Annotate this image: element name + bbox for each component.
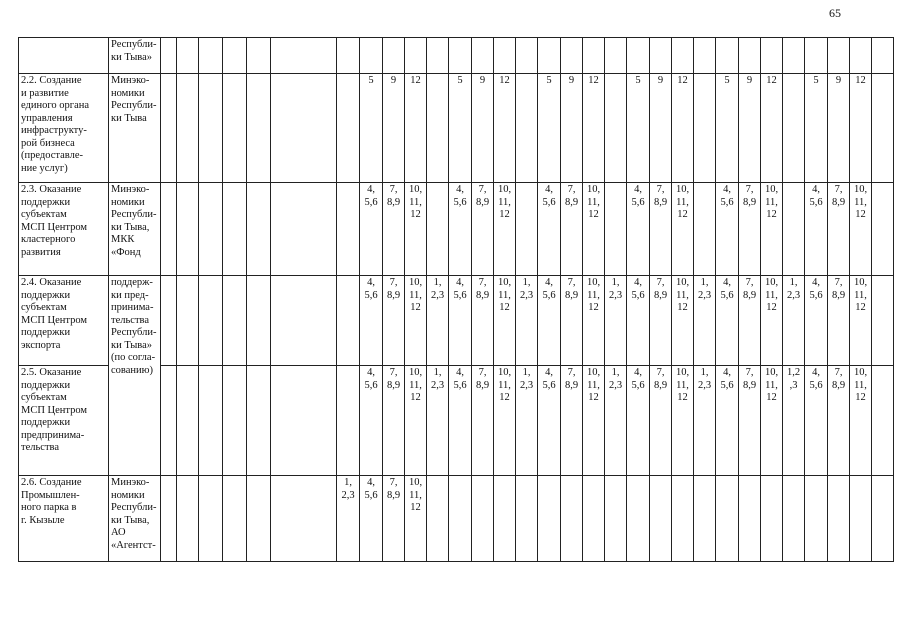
month-cell: [472, 476, 494, 562]
month-cell: [494, 38, 516, 74]
month-cell: 9: [561, 74, 583, 183]
month-cell: 10, 11, 12: [761, 183, 783, 276]
month-cell: [177, 476, 199, 562]
month-cell: 4, 5,6: [716, 366, 739, 476]
month-cell: [223, 183, 247, 276]
month-cell: 7, 8,9: [828, 276, 850, 366]
month-cell: [427, 476, 449, 562]
month-cell: 4, 5,6: [360, 366, 383, 476]
month-cell: [383, 38, 405, 74]
month-cell: [223, 366, 247, 476]
table-row: [19, 476, 894, 562]
month-cell: 7, 8,9: [561, 183, 583, 276]
month-cell: 7, 8,9: [739, 183, 761, 276]
month-cell: 1,2 ,3: [783, 366, 805, 476]
executor-cell: Республи- ки Тыва»: [109, 38, 161, 74]
month-cell: 7, 8,9: [383, 476, 405, 562]
month-cell: [161, 366, 177, 476]
month-cell: 7, 8,9: [650, 366, 672, 476]
month-cell: [337, 276, 360, 366]
month-cell: [739, 38, 761, 74]
month-cell: [161, 183, 177, 276]
month-cell: [583, 476, 605, 562]
executor-cell: Минэко- номики Республи- ки Тыва, МКК «Фонд: [109, 183, 161, 276]
month-cell: 4, 5,6: [538, 183, 561, 276]
month-cell: [177, 38, 199, 74]
activity-title: [19, 38, 109, 74]
month-cell: [247, 38, 271, 74]
month-cell: [223, 74, 247, 183]
month-cell: [223, 476, 247, 562]
table-row: [19, 276, 894, 366]
month-cell: [739, 476, 761, 562]
month-cell: [271, 366, 337, 476]
month-cell: [694, 38, 716, 74]
month-cell: 5: [627, 74, 650, 183]
month-cell: [783, 38, 805, 74]
month-cell: [271, 476, 337, 562]
month-cell: 4, 5,6: [805, 183, 828, 276]
month-cell: 12: [761, 74, 783, 183]
month-cell: [694, 183, 716, 276]
month-cell: [247, 183, 271, 276]
month-cell: 10, 11, 12: [583, 276, 605, 366]
page-number: 65: [829, 6, 841, 20]
month-cell: 1, 2,3: [427, 366, 449, 476]
month-cell: [177, 366, 199, 476]
executor-cell: Минэко- номики Республи- ки Тыва: [109, 74, 161, 183]
month-cell: 4, 5,6: [449, 366, 472, 476]
month-cell: [783, 476, 805, 562]
month-cell: [271, 38, 337, 74]
month-cell: [627, 476, 650, 562]
month-cell: 7, 8,9: [472, 366, 494, 476]
month-cell: 10, 11, 12: [405, 276, 427, 366]
month-cell: 9: [650, 74, 672, 183]
month-cell: [199, 366, 223, 476]
table-row: [19, 74, 894, 183]
month-cell: [449, 476, 472, 562]
month-cell: [872, 38, 894, 74]
month-cell: [561, 38, 583, 74]
month-cell: 7, 8,9: [739, 276, 761, 366]
month-cell: 1, 2,3: [694, 276, 716, 366]
month-cell: [223, 38, 247, 74]
month-cell: 12: [850, 74, 872, 183]
month-cell: [694, 476, 716, 562]
month-cell: 10, 11, 12: [761, 276, 783, 366]
month-cell: [672, 38, 694, 74]
month-cell: 1, 2,3: [783, 276, 805, 366]
month-cell: [449, 38, 472, 74]
month-cell: 4, 5,6: [449, 183, 472, 276]
month-cell: 10, 11, 12: [672, 183, 694, 276]
month-cell: [516, 38, 538, 74]
month-cell: 4, 5,6: [627, 276, 650, 366]
month-cell: [177, 74, 199, 183]
month-cell: 4, 5,6: [627, 366, 650, 476]
month-cell: [161, 74, 177, 183]
month-cell: [427, 183, 449, 276]
month-cell: 9: [383, 74, 405, 183]
month-cell: [161, 476, 177, 562]
month-cell: [360, 38, 383, 74]
month-cell: [872, 476, 894, 562]
month-cell: [627, 38, 650, 74]
month-cell: 10, 11, 12: [583, 366, 605, 476]
month-cell: [427, 38, 449, 74]
month-cell: [472, 38, 494, 74]
month-cell: [828, 38, 850, 74]
month-cell: [271, 183, 337, 276]
month-cell: 4, 5,6: [449, 276, 472, 366]
month-cell: 5: [805, 74, 828, 183]
month-cell: [538, 38, 561, 74]
month-cell: 4, 5,6: [538, 366, 561, 476]
activity-title: 2.4. Оказание поддержки субъектам МСП Центром поддержки экспорта: [19, 276, 109, 366]
month-cell: 10, 11, 12: [850, 366, 872, 476]
month-cell: [605, 183, 627, 276]
month-cell: [783, 74, 805, 183]
month-cell: [761, 38, 783, 74]
activity-title: 2.3. Оказание поддержки субъектам МСП Центром кластерного развития: [19, 183, 109, 276]
month-cell: 9: [739, 74, 761, 183]
month-cell: 9: [828, 74, 850, 183]
month-cell: [161, 38, 177, 74]
month-cell: [494, 476, 516, 562]
month-cell: [805, 476, 828, 562]
month-cell: 10, 11, 12: [405, 476, 427, 562]
activity-title: 2.5. Оказание поддержки субъектам МСП Центром поддержки предпринима- тельства: [19, 366, 109, 476]
month-cell: [872, 74, 894, 183]
month-cell: 7, 8,9: [650, 276, 672, 366]
month-cell: [694, 74, 716, 183]
month-cell: 4, 5,6: [805, 366, 828, 476]
table-row: [19, 38, 894, 74]
month-cell: 7, 8,9: [472, 276, 494, 366]
month-cell: [199, 38, 223, 74]
month-cell: 10, 11, 12: [672, 366, 694, 476]
month-cell: 10, 11, 12: [494, 366, 516, 476]
month-cell: 5: [449, 74, 472, 183]
month-cell: 1, 2,3: [694, 366, 716, 476]
month-cell: 1, 2,3: [605, 276, 627, 366]
month-cell: [337, 366, 360, 476]
month-cell: [199, 74, 223, 183]
month-cell: [805, 38, 828, 74]
month-cell: [716, 476, 739, 562]
month-cell: 7, 8,9: [828, 183, 850, 276]
month-cell: 10, 11, 12: [850, 183, 872, 276]
month-cell: 7, 8,9: [828, 366, 850, 476]
month-cell: [561, 476, 583, 562]
month-cell: [605, 476, 627, 562]
month-cell: 10, 11, 12: [494, 183, 516, 276]
month-cell: 12: [494, 74, 516, 183]
month-cell: [177, 276, 199, 366]
month-cell: 5: [360, 74, 383, 183]
month-cell: 10, 11, 12: [672, 276, 694, 366]
month-cell: [337, 74, 360, 183]
month-cell: 4, 5,6: [360, 476, 383, 562]
month-cell: 7, 8,9: [383, 276, 405, 366]
month-cell: 12: [405, 74, 427, 183]
month-cell: [516, 183, 538, 276]
month-cell: 1, 2,3: [516, 276, 538, 366]
month-cell: [177, 183, 199, 276]
month-cell: 9: [472, 74, 494, 183]
month-cell: 4, 5,6: [716, 183, 739, 276]
month-cell: 1, 2,3: [516, 366, 538, 476]
month-cell: 5: [716, 74, 739, 183]
month-cell: [761, 476, 783, 562]
month-cell: [650, 38, 672, 74]
month-cell: [247, 366, 271, 476]
month-cell: [850, 476, 872, 562]
month-cell: [516, 476, 538, 562]
month-cell: [199, 276, 223, 366]
month-cell: 7, 8,9: [650, 183, 672, 276]
month-cell: [161, 276, 177, 366]
month-cell: 4, 5,6: [360, 276, 383, 366]
month-cell: [872, 366, 894, 476]
month-cell: [783, 183, 805, 276]
month-cell: [427, 74, 449, 183]
month-cell: [247, 476, 271, 562]
executor-cell: Минэко- номики Республи- ки Тыва, АО «Агентст-: [109, 476, 161, 562]
month-cell: [605, 38, 627, 74]
month-cell: [538, 476, 561, 562]
month-cell: [716, 38, 739, 74]
month-cell: 4, 5,6: [360, 183, 383, 276]
month-cell: [223, 276, 247, 366]
month-cell: 10, 11, 12: [405, 366, 427, 476]
month-cell: 10, 11, 12: [583, 183, 605, 276]
month-cell: [199, 183, 223, 276]
month-cell: 7, 8,9: [383, 183, 405, 276]
month-cell: 4, 5,6: [627, 183, 650, 276]
month-cell: [199, 476, 223, 562]
month-cell: [247, 74, 271, 183]
month-cell: [337, 183, 360, 276]
month-cell: [271, 276, 337, 366]
month-cell: [271, 74, 337, 183]
month-cell: 1, 2,3: [337, 476, 360, 562]
table-row: [19, 183, 894, 276]
month-cell: 12: [672, 74, 694, 183]
schedule-table: [18, 37, 894, 562]
month-cell: 10, 11, 12: [405, 183, 427, 276]
month-cell: [247, 276, 271, 366]
month-cell: [516, 74, 538, 183]
month-cell: 1, 2,3: [605, 366, 627, 476]
month-cell: [650, 476, 672, 562]
month-cell: 7, 8,9: [383, 366, 405, 476]
month-cell: [672, 476, 694, 562]
month-cell: 7, 8,9: [739, 366, 761, 476]
month-cell: [872, 276, 894, 366]
month-cell: 4, 5,6: [538, 276, 561, 366]
month-cell: 1, 2,3: [427, 276, 449, 366]
month-cell: 10, 11, 12: [494, 276, 516, 366]
month-cell: [850, 38, 872, 74]
month-cell: 7, 8,9: [561, 276, 583, 366]
month-cell: 10, 11, 12: [761, 366, 783, 476]
month-cell: 7, 8,9: [561, 366, 583, 476]
month-cell: 7, 8,9: [472, 183, 494, 276]
month-cell: [583, 38, 605, 74]
month-cell: 5: [538, 74, 561, 183]
month-cell: 4, 5,6: [805, 276, 828, 366]
month-cell: [405, 38, 427, 74]
month-cell: [605, 74, 627, 183]
activity-title: 2.2. Создание и развитие единого органа управления инфраструкту- рой бизнеса (предоставле- ние услуг): [19, 74, 109, 183]
month-cell: 10, 11, 12: [850, 276, 872, 366]
month-cell: [337, 38, 360, 74]
activity-title: 2.6. Создание Промышлен- ного парка в г. Кызыле: [19, 476, 109, 562]
month-cell: 4, 5,6: [716, 276, 739, 366]
month-cell: [872, 183, 894, 276]
month-cell: [828, 476, 850, 562]
month-cell: 12: [583, 74, 605, 183]
executor-cell: поддерж- ки пред- принима- тельства Республи- ки Тыва» (по согла- сованию): [109, 276, 161, 476]
